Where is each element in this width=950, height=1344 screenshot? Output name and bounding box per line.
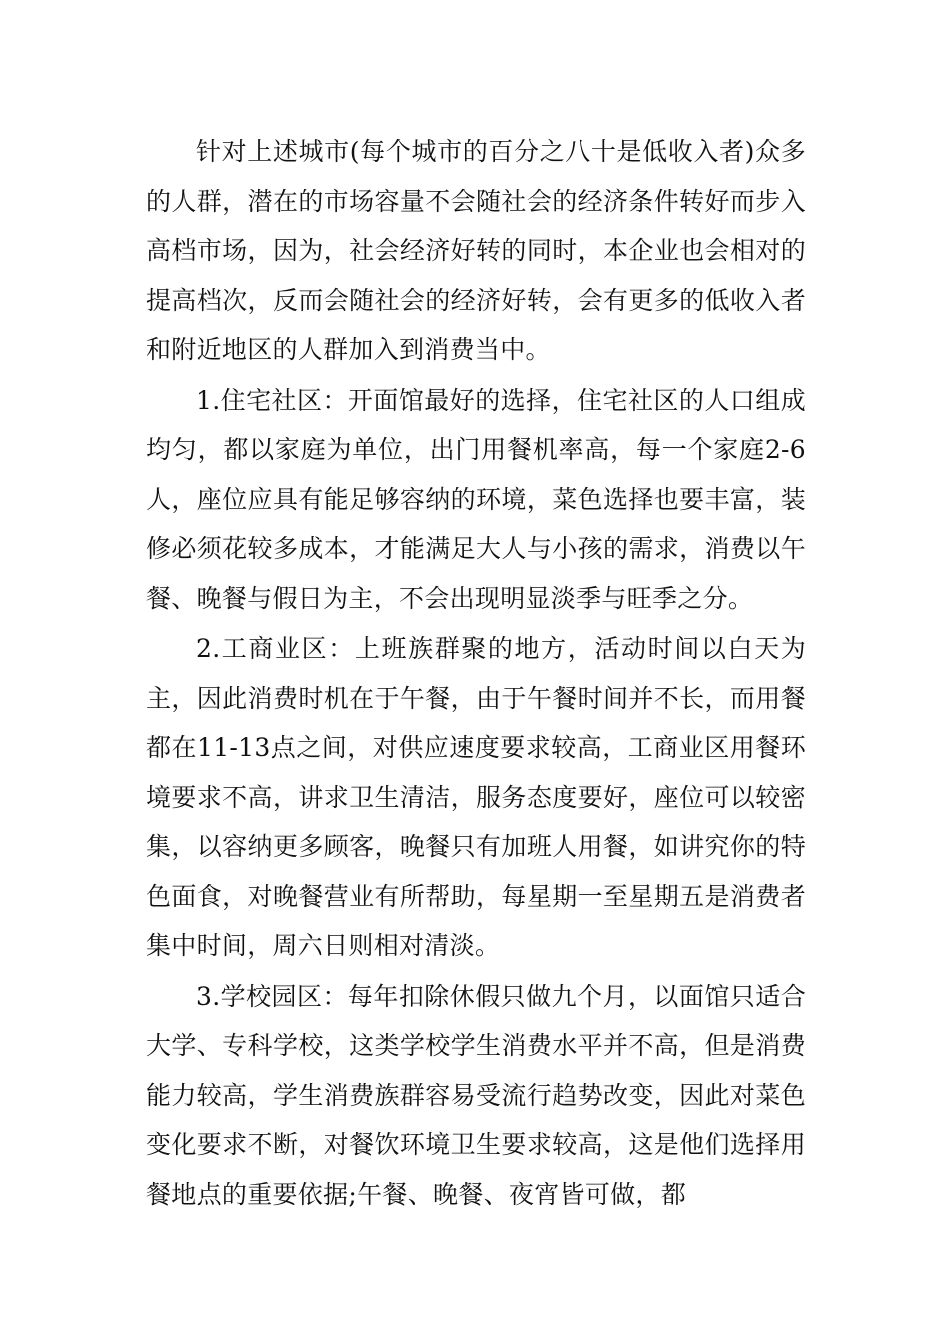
paragraph-residential-community: 1.住宅社区：开面馆最好的选择，住宅社区的人口组成均匀，都以家庭为单位，出门用餐机率高，每一个家庭2-6人，座位应具有能足够容纳的环境，菜色选择也要丰富，装修必须花较多成本，才能满足大人与小孩的需求，消费以午餐、晚餐与假日为主，不会出现明显淡季与旺季之分。 bbox=[146, 385, 806, 613]
paragraph-business-district: 2.工商业区：上班族群聚的地方，活动时间以白天为主，因此消费时机在于午餐，由于午餐时间并不长，而用餐都在11-13点之间，对供应速度要求较高，工商业区用餐环境要求不高，讲求卫生清洁，服务态度要好，座位可以较密集，以容纳更多顾客，晚餐只有加班人用餐，如讲究你的特色面食，对晚餐营业有所帮助，每星期一至星期五是消费者集中时间，周六日则相对清淡。 bbox=[146, 634, 806, 960]
paragraph-market-overview: 针对上述城市(每个城市的百分之八十是低收入者)众多的人群，潜在的市场容量不会随社会的经济条件转好而步入高档市场，因为，社会经济好转的同时，本企业也会相对的提高档次，反而会随社会的经济好转，会有更多的低收入者和附近地区的人群加入到消费当中。 bbox=[146, 137, 806, 364]
paragraph-school-campus: 3.学校园区：每年扣除休假只做九个月，以面馆只适合大学、专科学校，这类学校学生消费水平并不高，但是消费能力较高，学生消费族群容易受流行趋势改变，因此对菜色变化要求不断，对餐饮环境卫生要求较高，这是他们选择用餐地点的重要依据;午餐、晚餐、夜宵皆可做，都 bbox=[146, 981, 806, 1209]
